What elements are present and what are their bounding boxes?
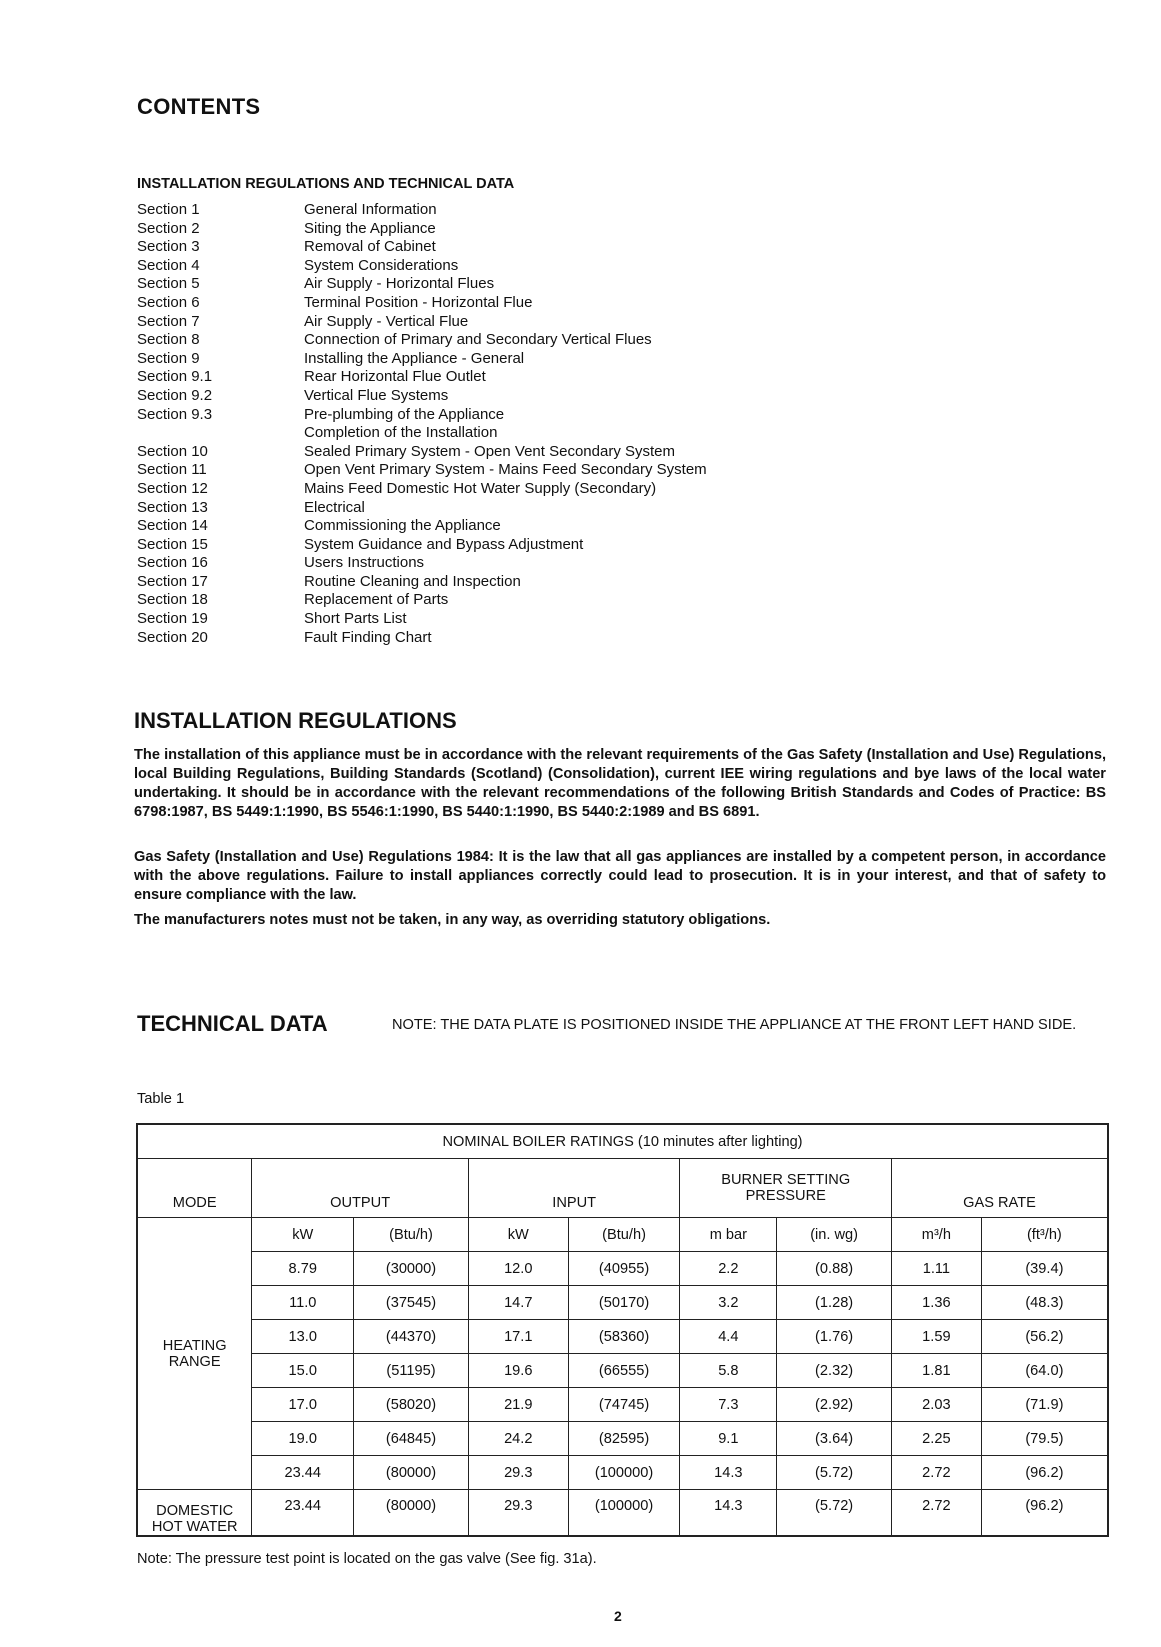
table-cell: (40955) [568,1252,680,1286]
toc-entry [137,313,837,332]
toc-entry [137,257,837,276]
table-cell: 23.44 [252,1490,354,1537]
table-cell: (64.0) [981,1354,1108,1388]
table-cell: (30000) [354,1252,469,1286]
table-cell: (79.5) [981,1422,1108,1456]
toc-section-title: General Information [304,201,437,218]
toc-section-title: Electrical [304,498,365,516]
toc-section-title: Sealed Primary System - Open Vent Secondary System [304,442,675,460]
table-cell: 9.1 [680,1422,777,1456]
toc-entry [137,629,837,648]
table-row-domestic-hot-water [137,1490,1108,1537]
unit-ft3h: (ft³/h) [981,1218,1108,1252]
header-burner-line2: PRESSURE [745,1188,826,1204]
header-output: OUTPUT [252,1159,469,1218]
toc-section-number [137,424,304,443]
toc-section-title: Completion of the Installation [304,424,498,442]
table-cell: 4.4 [680,1320,777,1354]
toc-section-title: Siting the Appliance [304,219,436,237]
toc-section-number: Section 2 [137,219,200,237]
header-gas-rate: GAS RATE [891,1159,1108,1218]
table-cell: (39.4) [981,1252,1108,1286]
header-input: INPUT [468,1159,680,1218]
table-cell: 17.1 [468,1320,568,1354]
toc-section-number: Section 9.3 [137,405,213,423]
table-cell: (44370) [354,1320,469,1354]
table-cell: (64845) [354,1422,469,1456]
toc-section-number: Section 13 [137,498,208,516]
unit-btuh-input: (Btu/h) [568,1218,680,1252]
table-cell: 13.0 [252,1320,354,1354]
toc-section-number: Section 17 [137,572,208,590]
toc-section-title: Mains Feed Domestic Hot Water Supply (Secondary) [304,479,657,497]
toc-entry [137,331,837,350]
unit-inwg: (in. wg) [777,1218,892,1252]
table-cell: 29.3 [468,1490,568,1537]
heating-range-label [137,1218,252,1490]
table-cell: (1.76) [777,1320,892,1354]
toc-entry [137,406,837,425]
table-cell: 1.81 [891,1354,981,1388]
toc-section-title: System Guidance and Bypass Adjustment [304,535,584,553]
toc-section-title: Commissioning the Appliance [304,517,501,535]
table-cell: (37545) [354,1286,469,1320]
toc-section-number: Section 12 [137,479,208,497]
toc-section-title: System Considerations [304,256,459,274]
table-cell: 21.9 [468,1388,568,1422]
dhw-label-line2: HOT WATER [151,1519,238,1535]
toc-section-title: Short Parts List [304,610,407,628]
table-cell: 14.7 [468,1286,568,1320]
heating-label-line2: RANGE [168,1353,221,1370]
page-number: 2 [614,1608,622,1624]
toc-section-title: Rear Horizontal Flue Outlet [304,368,486,386]
toc-entry [137,238,837,257]
table-cell: (96.2) [981,1490,1108,1537]
table-cell: 2.25 [891,1422,981,1456]
table-cell: 11.0 [252,1286,354,1320]
table-caption: Table 1 [137,1091,185,1107]
table-cell: (100000) [568,1490,680,1537]
toc-section-title: Terminal Position - Horizontal Flue [304,293,533,311]
dhw-label [137,1490,252,1537]
table-cell: (80000) [354,1456,469,1490]
toc-section-title: Pre-plumbing of the Appliance [304,405,505,423]
toc-section-title: Installing the Appliance - General [304,349,525,367]
toc-section-number: Section 1 [137,201,200,218]
table-cell: 23.44 [252,1456,354,1490]
table-cell: 14.3 [680,1490,777,1537]
table-cell: 17.0 [252,1388,354,1422]
header-mode: MODE [137,1159,252,1218]
toc-entry [137,480,837,499]
technical-data-heading: TECHNICAL DATA [137,1011,328,1036]
toc-section-number: Section 7 [137,312,200,330]
table-cell: (96.2) [981,1456,1108,1490]
toc-entry [137,275,837,294]
table-cell: 2.03 [891,1388,981,1422]
table-footnote: Note: The pressure test point is located on the gas valve (See fig. 31a). [137,1551,597,1567]
toc-section-title: Vertical Flue Systems [304,386,449,404]
table-cell: 29.3 [468,1456,568,1490]
table-row [137,1320,1108,1354]
toc-section-number: Section 19 [137,610,208,628]
toc-section-number: Section 10 [137,442,208,460]
toc-section-number: Section 3 [137,238,200,256]
table-cell: (0.88) [777,1252,892,1286]
table-row [137,1422,1108,1456]
toc-entry [137,591,837,610]
table-cell: (48.3) [981,1286,1108,1320]
unit-btuh-output: (Btu/h) [354,1218,469,1252]
toc-section-number: Section 5 [137,275,200,293]
toc-section-number: Section 9.1 [137,368,213,386]
table-cell: 7.3 [680,1388,777,1422]
table-cell: (58360) [568,1320,680,1354]
table-cell: 24.2 [468,1422,568,1456]
table-cell: 2.2 [680,1252,777,1286]
regulations-paragraph-1: The installation of this appliance must be in accordance with the relevant requirements of the Gas Safety (Installation and Use) Regulations, local Building Regulations, Building Standards (Scotland) (Consolidation), current IEE wiring regulations and bye laws of the local water undertaking. It should be in accordance with the relevant recommendations of the following British Standards and Codes of Practice: BS 6798:1987, BS 5449:1:1990, BS 5546:1:1990, BS 5440:1:1990, BS 5440:2:1989 and BS 6891. [134,747,1106,820]
toc-section-number: Section 16 [137,554,208,572]
table-cell: 1.11 [891,1252,981,1286]
table-cell: (58020) [354,1388,469,1422]
table-cell: (100000) [568,1456,680,1490]
unit-kw-input: kW [468,1218,568,1252]
unit-m3h: m³/h [891,1218,981,1252]
regulations-paragraph-3: The manufacturers notes must not be taken, in any way, as overriding statutory obligations. [134,912,771,928]
toc-section-number: Section 18 [137,591,208,609]
toc-section-title: Removal of Cabinet [304,238,436,256]
unit-kw-output: kW [252,1218,354,1252]
table-cell: (71.9) [981,1388,1108,1422]
table-cell: (74745) [568,1388,680,1422]
table-cell: 19.6 [468,1354,568,1388]
table-cell: (51195) [354,1354,469,1388]
table-cell: (2.32) [777,1354,892,1388]
contents-heading: CONTENTS [137,94,261,119]
data-plate-note: NOTE: THE DATA PLATE IS POSITIONED INSIDE THE APPLIANCE AT THE FRONT LEFT HAND SIDE. [392,1017,1077,1033]
toc-section-number: Section 14 [137,517,208,535]
dhw-label-line1: DOMESTIC [156,1503,234,1519]
table-cell: 14.3 [680,1456,777,1490]
toc-section-number: Section 11 [137,461,207,479]
toc-section-number: Section 20 [137,628,208,646]
table-cell: 2.72 [891,1456,981,1490]
toc-section-title: Routine Cleaning and Inspection [304,572,521,590]
table-cell: (2.92) [777,1388,892,1422]
table-cell: 2.72 [891,1490,981,1537]
toc-section-number: Section 9.2 [137,386,213,404]
table-cell: (80000) [354,1490,469,1537]
toc-entry [137,368,837,387]
toc-entry [137,387,837,406]
table-row [137,1286,1108,1320]
toc-entry [137,443,837,462]
toc-section-number: Section 15 [137,535,208,553]
header-burner-pressure [680,1159,892,1218]
toc-entry [137,554,837,573]
table-cell: 1.59 [891,1320,981,1354]
table-cell: 1.36 [891,1286,981,1320]
table-cell: (50170) [568,1286,680,1320]
toc-entry [137,573,837,592]
table-row [137,1252,1108,1286]
regulations-paragraph-2: Gas Safety (Installation and Use) Regulations 1984: It is the law that all gas appliances are installed by a competent person, in accordance with the above regulations. Failure to install appliances correctly could lead to prosecution. It is in your interest, and that of safety to ensure compliance with the law. [134,849,1106,903]
toc-entry [137,517,837,536]
toc-section-title: Air Supply - Vertical Flue [304,312,469,330]
toc-section-number: Section 6 [137,293,200,311]
toc-entry [137,461,837,480]
table-cell: (56.2) [981,1320,1108,1354]
heating-label-line1: HEATING [162,1337,227,1354]
toc-section-title: Air Supply - Horizontal Flues [304,275,495,293]
table-cell: (5.72) [777,1490,892,1537]
toc-section-number: Section 4 [137,256,200,274]
table-cell: (5.72) [777,1456,892,1490]
toc-entry [137,610,837,629]
table-cell: 3.2 [680,1286,777,1320]
table-cell: 5.8 [680,1354,777,1388]
toc-section-title: Fault Finding Chart [304,628,432,646]
table-row [137,1388,1108,1422]
header-burner-line1: BURNER SETTING [721,1172,851,1188]
toc-section-title: Users Instructions [304,554,425,572]
unit-mbar: m bar [680,1218,777,1252]
toc-entry [137,294,837,313]
toc-entry [137,220,837,239]
table-cell: (82595) [568,1422,680,1456]
table-cell: 8.79 [252,1252,354,1286]
toc-entry [137,201,837,220]
table-of-contents [137,201,837,647]
table-title: NOMINAL BOILER RATINGS (10 minutes after lighting) [137,1124,1108,1159]
toc-section-number: Section 9 [137,349,200,367]
toc-section-number: Section 8 [137,331,200,349]
table-row [137,1354,1108,1388]
toc-section-title: Open Vent Primary System - Mains Feed Secondary System [304,461,707,479]
table-cell: (3.64) [777,1422,892,1456]
toc-entry [137,424,837,443]
table-cell: 12.0 [468,1252,568,1286]
regulations-heading: INSTALLATION REGULATIONS [134,708,457,733]
boiler-ratings-table [136,1123,1109,1537]
table-cell: (66555) [568,1354,680,1388]
toc-subheading: INSTALLATION REGULATIONS AND TECHNICAL DATA [137,176,515,192]
table-row [137,1456,1108,1490]
toc-entry [137,350,837,369]
toc-section-title: Replacement of Parts [304,591,449,609]
table-cell: 15.0 [252,1354,354,1388]
toc-section-title: Connection of Primary and Secondary Vertical Flues [304,331,652,349]
toc-entry [137,499,837,518]
table-cell: (1.28) [777,1286,892,1320]
table-cell: 19.0 [252,1422,354,1456]
toc-entry [137,536,837,555]
